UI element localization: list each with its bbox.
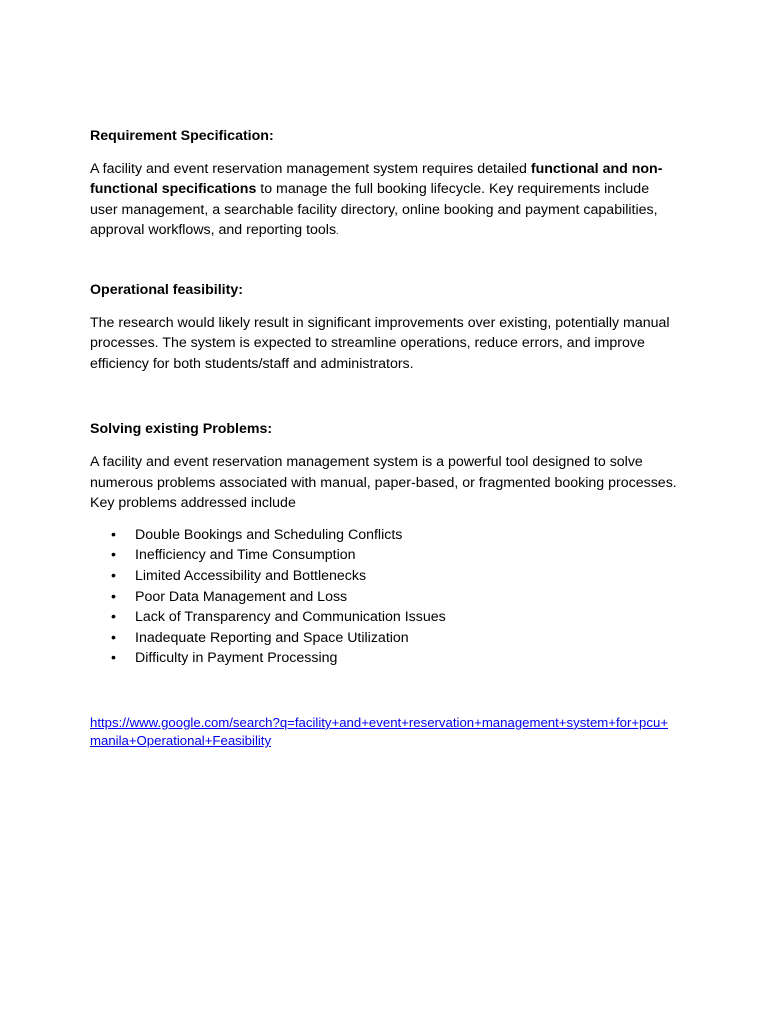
requirement-paragraph <box>90 159 680 242</box>
list-item <box>90 607 680 628</box>
bullet-icon: • <box>111 588 116 605</box>
list-item <box>90 648 680 669</box>
bullet-icon: • <box>111 650 116 667</box>
list-item-text: Lack of Transparency and Communication Issues <box>135 609 446 626</box>
list-item-text: Double Bookings and Scheduling Conflicts <box>135 526 403 543</box>
operational-heading: Operational feasibility: <box>90 281 243 298</box>
source-link[interactable]: https://www.google.com/search?q=facility+and+event+reservation+management+system+for+pcu+manila+Operational+Feasibility <box>90 714 669 749</box>
list-item <box>90 587 680 608</box>
list-item <box>90 525 680 546</box>
problems-heading: Solving existing Problems: <box>90 421 273 438</box>
list-item <box>90 566 680 587</box>
list-item <box>90 628 680 649</box>
list-item-text: Limited Accessibility and Bottlenecks <box>135 567 367 584</box>
bullet-icon: • <box>111 547 116 564</box>
problems-paragraph: A facility and event reservation management system is a powerful tool designed to solve numerous problems associated with manual, paper-based, or fragmented booking processes. Key problems addressed include <box>90 453 677 512</box>
bullet-icon: • <box>111 526 116 543</box>
bullet-icon: • <box>111 567 116 584</box>
list-item-text: Difficulty in Payment Processing <box>135 650 338 667</box>
bullet-icon: • <box>111 629 116 646</box>
operational-paragraph: The research would likely result in significant improvements over existing, potentially manual processes. The system is expected to streamline operations, reduce errors, and improve efficiency for both students/staff and administrators. <box>90 314 670 372</box>
requirement-text-after: to manage the full booking lifecycle. Key requirements include user management, a searchable facility directory, online booking and payment capabilities, approval workflows, and reporting tools <box>90 181 658 239</box>
requirement-trailing-dot: . <box>336 226 339 237</box>
bullet-icon: • <box>111 609 116 626</box>
document-page <box>90 126 680 751</box>
requirement-text-before: A facility and event reservation management system requires detailed <box>90 160 531 177</box>
requirement-heading: Requirement Specification: <box>90 128 274 144</box>
list-item <box>90 545 680 566</box>
requirement-bold-text: functional and non-functional specifications <box>90 160 663 198</box>
list-item-text: Inefficiency and Time Consumption <box>135 547 356 564</box>
list-item-text: Inadequate Reporting and Space Utilization <box>135 629 409 646</box>
problems-list <box>90 525 680 669</box>
list-item-text: Poor Data Management and Loss <box>135 588 348 605</box>
